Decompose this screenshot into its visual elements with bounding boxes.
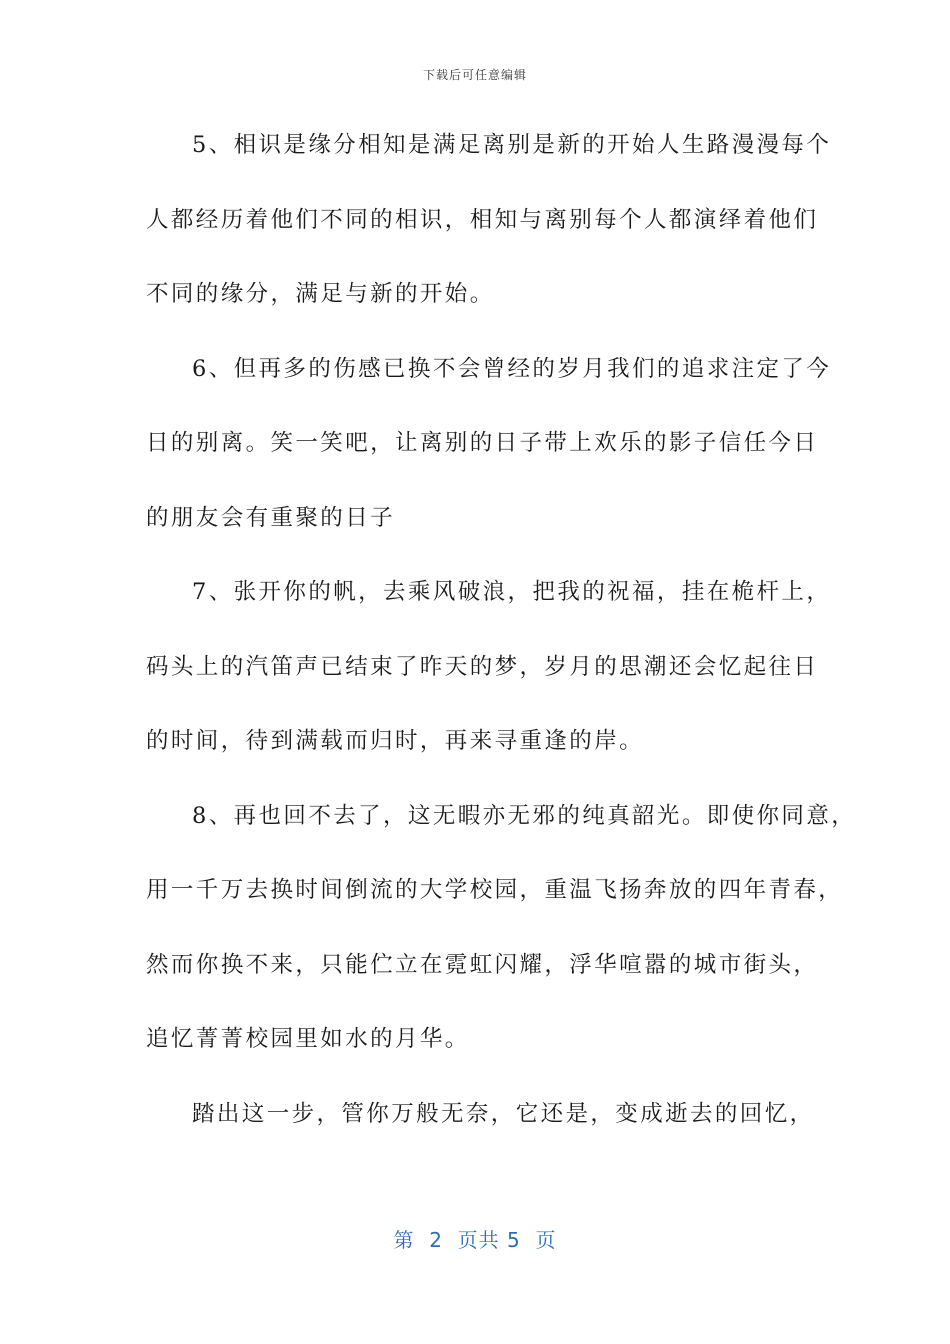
paragraph-8: [146, 789, 857, 1087]
text-line: 的时间，待到满载而归时，再来寻重逢的岸。: [146, 728, 645, 754]
text-line: 追忆菁菁校园里如水的月华。: [146, 1026, 470, 1052]
text-line: 8、再也回不去了，这无暇亦无邪的纯真韶光。即使你同意，: [192, 802, 857, 829]
text-line: 6、但再多的伤感已换不会曾经的岁月我们的追求注定了今: [192, 355, 832, 382]
paragraph-closing: [146, 1087, 818, 1162]
text-line: 的朋友会有重聚的日子: [146, 504, 396, 531]
text-line: 不同的缘分，满足与新的开始。: [146, 281, 495, 307]
text-line: 人都经历着他们不同的相识，相知与离别每个人都演绎着他们: [146, 206, 819, 233]
text-line: 踏出这一步，管你万般无奈，它还是，变成逝去的回忆，: [192, 1100, 815, 1127]
text-line: 码头上的汽笛声已结束了昨天的梦，岁月的思潮还会忆起往日: [146, 653, 819, 680]
text-line: 然而你换不来，只能伫立在霓虹闪耀，浮华喧嚣的城市街头，: [146, 951, 819, 978]
text-line: 日的别离。笑一笑吧，让离别的日子带上欢乐的影子信任今日: [146, 430, 819, 456]
text-line: 7、张开你的帆，去乘风破浪，把我的祝福，挂在桅杆上，: [192, 579, 832, 605]
text-line: 5、相识是缘分相知是满足离别是新的开始人生路漫漫每个: [192, 132, 832, 158]
text-line: 用一千万去换时间倒流的大学校园，重温飞扬奔放的四年青春，: [146, 877, 844, 903]
paragraph-6: [146, 342, 832, 566]
page-number-footer: 第 2 页共 5 页: [393, 1228, 557, 1252]
paragraph-5: [146, 118, 832, 342]
document-body: [146, 118, 857, 1161]
page-header: 下载后可任意编辑: [422, 68, 527, 82]
paragraph-7: [146, 565, 832, 789]
